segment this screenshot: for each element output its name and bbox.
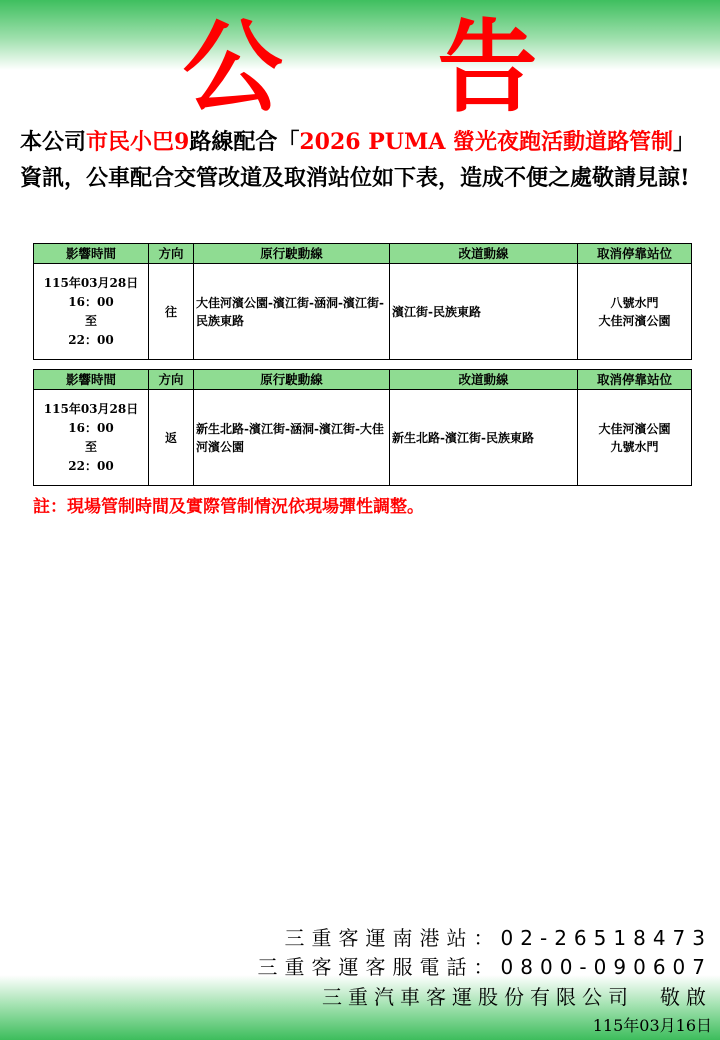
header-detour-route: 改道動線: [390, 244, 578, 264]
note-text: 註：現場管制時間及實際管制情況依現場彈性調整。: [33, 497, 424, 517]
start-time: 16：00: [68, 294, 114, 309]
direction-cell: 往: [149, 264, 194, 360]
detour-route-cell: 新生北路-濱江街-民族東路: [390, 390, 578, 486]
time-cell: [34, 390, 149, 486]
issue-date: 115年03月16日: [592, 1016, 712, 1035]
station-phone: 三重客運南港站：02-26518473: [284, 926, 712, 950]
cancelled-stops-cell: [578, 264, 692, 360]
schedule-table-outbound: [33, 243, 692, 360]
original-route-cell: 大佳河濱公園-濱江街-涵洞-濱江街-民族東路: [194, 264, 390, 360]
table-header-row: [34, 370, 692, 390]
header-time: 影響時間: [34, 244, 149, 264]
header-cancelled-stops: 取消停靠站位: [578, 244, 692, 264]
date-text: 115年03月28日: [43, 401, 139, 416]
intro-part-2: 路線配合「: [189, 129, 300, 155]
cancelled-stop: 大佳河濱公園: [598, 421, 671, 436]
original-route-cell: 新生北路-濱江街-涵洞-濱江街-大佳河濱公園: [194, 390, 390, 486]
table-header-row: [34, 244, 692, 264]
notice-title: 公 告: [182, 9, 598, 126]
header-original-route: 原行駛動線: [194, 244, 390, 264]
date-text: 115年03月28日: [43, 275, 139, 290]
intro-part-3: 」資訊，公車配合交管改道及取消站位如下表，造成不便之處敬請見諒!: [20, 129, 696, 191]
header-detour-route: 改道動線: [390, 370, 578, 390]
table-row: [34, 264, 692, 360]
header-direction: 方向: [149, 370, 194, 390]
end-time: 22：00: [68, 332, 114, 347]
header-original-route: 原行駛動線: [194, 370, 390, 390]
table-row: [34, 390, 692, 486]
direction-cell: 返: [149, 390, 194, 486]
cancelled-stop: 八號水門: [610, 295, 659, 310]
time-cell: [34, 264, 149, 360]
schedule-table-return: [33, 369, 692, 486]
to-text: 至: [84, 439, 97, 454]
intro-paragraph: [20, 124, 700, 196]
detour-route-cell: 濱江街-民族東路: [390, 264, 578, 360]
header-cancelled-stops: 取消停靠站位: [578, 370, 692, 390]
cancelled-stop: 九號水門: [610, 439, 659, 454]
header-direction: 方向: [149, 244, 194, 264]
cancelled-stops-cell: [578, 390, 692, 486]
company-signature: 三重汽車客運股份有限公司 敬啟: [322, 985, 712, 1009]
header-time: 影響時間: [34, 370, 149, 390]
to-text: 至: [84, 313, 97, 328]
service-phone: 三重客運客服電話：0800-090607: [257, 955, 712, 979]
end-time: 22：00: [68, 458, 114, 473]
cancelled-stop: 大佳河濱公園: [598, 313, 671, 328]
intro-part-1: 本公司: [20, 129, 87, 155]
event-name: 2026 PUMA 螢光夜跑活動道路管制: [299, 129, 674, 155]
route-name: 市民小巴9: [86, 129, 190, 155]
start-time: 16：00: [68, 420, 114, 435]
